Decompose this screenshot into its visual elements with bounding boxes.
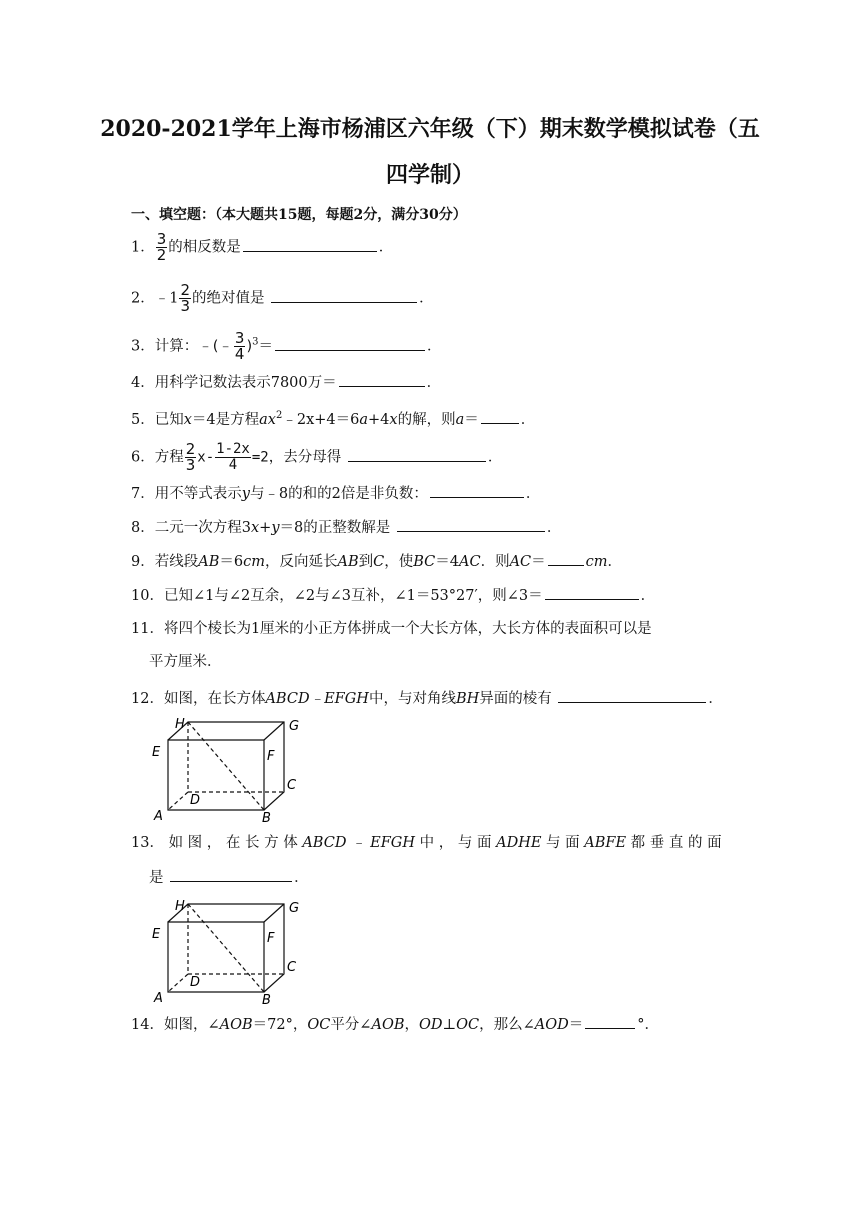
label-C: C bbox=[287, 778, 297, 793]
fraction: $\frac{3}{4}$ bbox=[234, 329, 245, 363]
question-1: 1． $\frac{3}{2}$ 的相反数是 ． bbox=[131, 230, 394, 264]
answer-blank[interactable] bbox=[558, 688, 706, 703]
label-B: B bbox=[262, 811, 271, 824]
answer-blank[interactable] bbox=[545, 585, 639, 600]
question-7: 7．用不等式表示y与﹣8的和的2倍是非负数： ． bbox=[131, 483, 540, 504]
answer-blank[interactable] bbox=[275, 336, 425, 351]
cuboid-figure-2 bbox=[148, 894, 308, 1006]
question-14: 14．如图，∠AOB＝72°，OC平分∠AOB，OD⊥OC，那么∠AOD＝ °． bbox=[131, 1014, 659, 1035]
label-H: H bbox=[175, 717, 185, 732]
answer-blank[interactable] bbox=[481, 409, 519, 424]
section-heading: 一、填空题：（本大题共15题，每题2分，满分30分） bbox=[131, 207, 467, 223]
label-A: A bbox=[154, 991, 163, 1006]
label-B: B bbox=[262, 993, 271, 1006]
fraction: $\frac{2}{3}$ bbox=[185, 440, 196, 474]
question-13: 13． 如 图 ， 在 长 方 体 ABCD ﹣ EFGH 中 ， 与 面 ADHE 与 面 ABFE 都 垂 直 的 面 bbox=[131, 835, 722, 851]
question-6: 6．方程 $\frac{2}{3}$ x- $\frac{1-2x}{4}$ =2，去分母得 ． bbox=[131, 440, 503, 474]
answer-blank[interactable] bbox=[397, 517, 545, 532]
fraction: $\frac{3}{2}$ bbox=[156, 230, 167, 264]
label-F: F bbox=[267, 749, 275, 764]
answer-blank[interactable] bbox=[430, 483, 524, 498]
label-H: H bbox=[175, 899, 185, 914]
question-8: 8．二元一次方程3x+y＝8的正整数解是 ． bbox=[131, 517, 561, 538]
label-C: C bbox=[287, 960, 297, 975]
question-11: 11．将四个棱长为1厘米的小正方体拼成一个大长方体，大长方体的表面积可以是 bbox=[131, 621, 652, 637]
title-line-1: 2020-2021学年上海市杨浦区六年级（下）期末数学模拟试卷（五 bbox=[100, 116, 760, 142]
question-5: 5．已知x＝4是方程$ax^2﹣2x+4=6a+4x$的解，则a＝ ． bbox=[131, 410, 536, 428]
label-D: D bbox=[190, 793, 201, 808]
question-12: 12．如图，在长方体ABCD﹣EFGH中，与对角线BH异面的棱有 ． bbox=[131, 688, 723, 709]
cuboid-figure-1 bbox=[148, 712, 308, 824]
question-4: 4．用科学记数法表示7800万＝ ． bbox=[131, 372, 441, 393]
label-G: G bbox=[289, 719, 300, 734]
answer-blank[interactable] bbox=[339, 372, 425, 387]
question-9: 9．若线段AB＝6cm，反向延长AB到C，使BC＝4AC．则AC＝ cm． bbox=[131, 551, 622, 572]
label-A: A bbox=[154, 809, 163, 824]
question-10: 10．已知∠1与∠2互余，∠2与∠3互补，∠1＝53°27′，则∠3＝ ． bbox=[131, 585, 655, 606]
question-13-line-2: 是 ． bbox=[149, 867, 309, 888]
question-2: 2．﹣1 $\frac{2}{3}$ 的绝对值是 ． bbox=[131, 281, 434, 315]
answer-blank[interactable] bbox=[348, 447, 486, 462]
label-D: D bbox=[190, 975, 201, 990]
title-line-2: 四学制） bbox=[385, 162, 474, 188]
label-G: G bbox=[289, 901, 300, 916]
question-11-line-2: 平方厘米． bbox=[149, 654, 222, 670]
label-E: E bbox=[152, 927, 161, 942]
label-E: E bbox=[152, 745, 161, 760]
question-3: 3．计算：﹣(﹣ $\frac{3}{4}$ )$^3$＝ ． bbox=[131, 329, 442, 363]
answer-blank[interactable] bbox=[271, 288, 417, 303]
answer-blank[interactable] bbox=[170, 867, 292, 882]
answer-blank[interactable] bbox=[548, 551, 584, 566]
answer-blank[interactable] bbox=[585, 1014, 635, 1029]
answer-blank[interactable] bbox=[243, 237, 377, 252]
fraction: $\frac{2}{3}$ bbox=[180, 281, 191, 315]
fraction: $\frac{1-2x}{4}$ bbox=[216, 441, 250, 473]
label-F: F bbox=[267, 931, 275, 946]
